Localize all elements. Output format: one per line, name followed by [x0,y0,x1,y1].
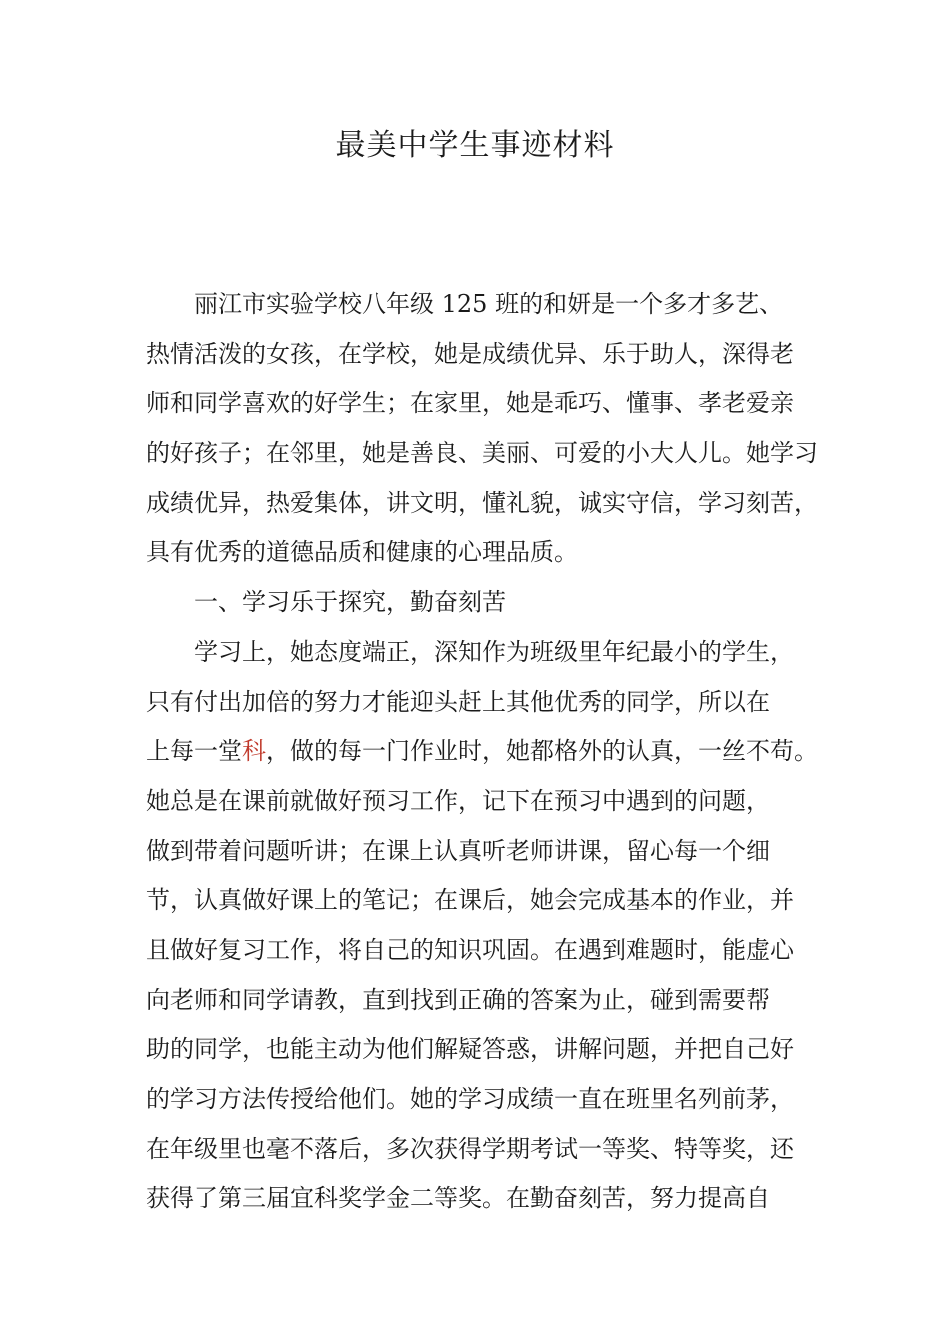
text-segment: ，做的每一门作业时，她都格外的认真，一丝不苟。 [266,737,818,766]
text-line: 向老师和同学请教，直到找到正确的答案为止，碰到需要帮 [146,985,770,1014]
text-line: 学习上，她态度端正，深知作为班级里年纪最小的学生， [194,637,794,666]
text-line: 师和同学喜欢的好学生；在家里，她是乖巧、懂事、孝老爱亲 [146,389,794,418]
text-line: 获得了第三届宜科奖学金二等奖。在勤奋刻苦，努力提高自 [146,1184,770,1213]
text-line: 节，认真做好课上的笔记；在课后，她会完成基本的作业，并 [146,886,794,915]
text-line: 且做好复习工作，将自己的知识巩固。在遇到难题时，能虚心 [146,935,794,964]
document-body [146,280,818,1224]
text-line: 的学习方法传授给他们。她的学习成绩一直在班里名列前茅， [146,1085,794,1113]
text-line: 热情活泼的女孩，在学校，她是成绩优异、乐于助人，深得老 [146,339,794,368]
text-line: 做到带着问题听讲；在课上认真听老师讲课，留心每一个细 [146,836,770,865]
text-line: 在年级里也毫不落后，多次获得学期考试一等奖、特等奖，还 [146,1134,794,1163]
text-line: 成绩优异，热爱集体，讲文明，懂礼貌，诚实守信，学习刻苦， [146,488,818,517]
highlighted-char: 科 [242,737,266,766]
text-line: 一、学习乐于探究，勤奋刻苦 [194,588,506,617]
text-line: 具有优秀的道德品质和健康的心理品质。 [146,538,578,567]
text-line: 丽江市实验学校八年级 125 班的和妍是一个多才多艺、 [194,290,784,318]
text-line: 的好孩子；在邻里，她是善良、美丽、可爱的小大人儿。她学习 [146,439,818,468]
page-title: 最美中学生事迹材料 [335,128,615,163]
text-line: 助的同学，也能主动为他们解疑答惑，讲解问题，并把自己好 [146,1035,794,1064]
text-line [146,727,818,777]
text-line: 她总是在课前就做好预习工作，记下在预习中遇到的问题， [146,786,770,815]
text-line: 只有付出加倍的努力才能迎头赶上其他优秀的同学，所以在 [146,687,770,716]
text-segment: 上每一堂 [146,737,242,766]
